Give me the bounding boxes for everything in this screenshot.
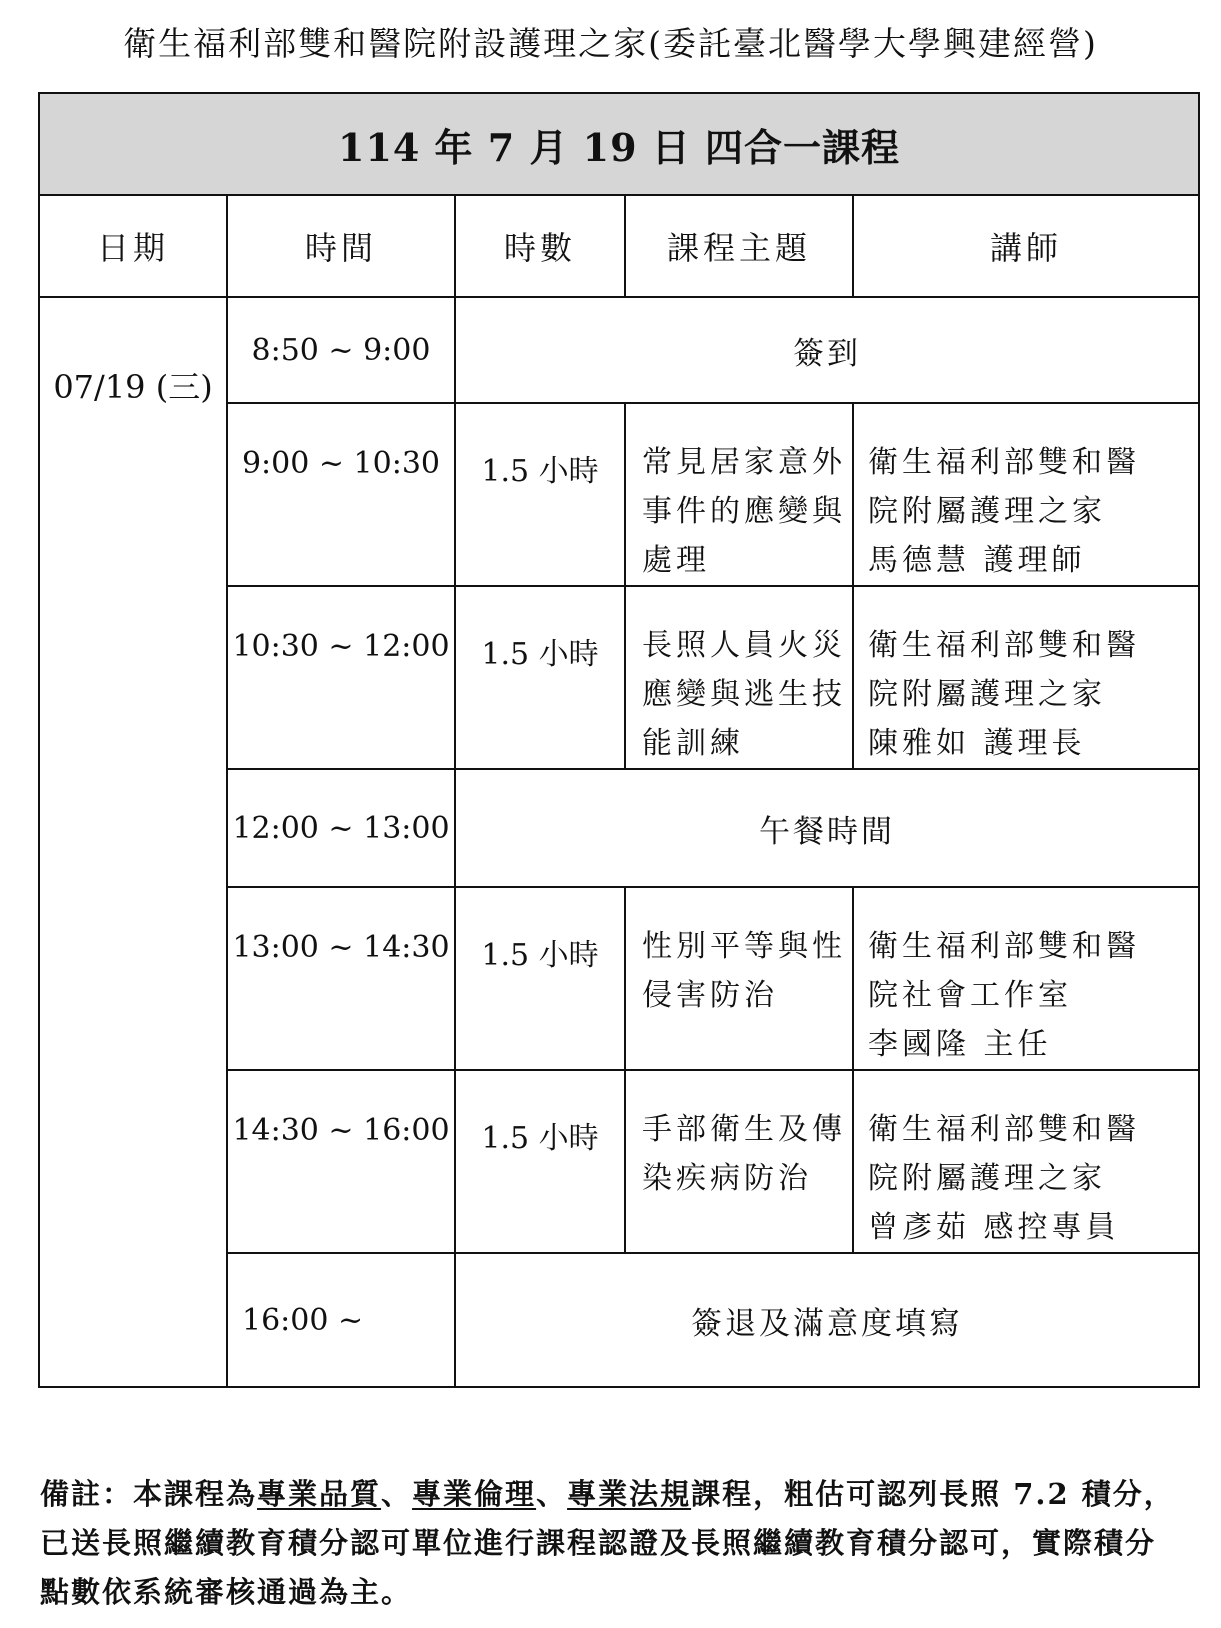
lecturer-line: 衛生福利部雙和醫	[868, 628, 1140, 663]
lecturer-line: 院社會工作室	[868, 978, 1072, 1013]
sign-out-label: 簽退及滿意度填寫	[455, 1253, 1199, 1387]
remarks-note	[40, 1470, 1185, 1617]
note-professional-quality: 專業品質	[257, 1477, 382, 1511]
lecturer-line: 院附屬護理之家	[868, 494, 1106, 529]
lunch-label: 午餐時間	[455, 769, 1199, 887]
organization-title: 衛生福利部雙和醫院附設護理之家(委託臺北醫學大學興建經營)	[123, 24, 1098, 63]
lecturer-line: 馬德慧 護理師	[868, 543, 1086, 578]
lecturer-line: 衛生福利部雙和醫	[868, 445, 1140, 480]
lecturer-cell	[853, 887, 1199, 1070]
lecturer-line: 陳雅如 護理長	[868, 726, 1086, 761]
note-rest: 課程，粗估可認列長照 7.2 積分，已送長照繼續教育積分認可單位進行課程認證及長照繼續教育積分認可，實際積分點數依系統審核通過為主。	[40, 1477, 1175, 1609]
column-header-date: 日期	[39, 195, 227, 297]
note-professional-ethics: 專業倫理	[412, 1477, 537, 1511]
topic-line: 侵害防治	[642, 978, 778, 1013]
time-cell: 8:50 ~ 9:00	[227, 297, 455, 403]
topic-line: 事件的應變與	[642, 494, 846, 529]
topic-line: 常見居家意外	[642, 445, 846, 480]
session-date: 07/19 (三)	[39, 297, 227, 1387]
time-cell: 12:00 ~ 13:00	[227, 769, 455, 887]
topic-cell	[625, 887, 853, 1070]
topic-line: 能訓練	[642, 726, 744, 761]
topic-line: 手部衛生及傳	[642, 1112, 846, 1147]
topic-cell	[625, 1070, 853, 1253]
column-header-hours: 時數	[455, 195, 625, 297]
header-row	[39, 195, 1199, 297]
note-professional-regulations: 專業法規	[567, 1477, 692, 1511]
hours-cell: 1.5 小時	[455, 1070, 625, 1253]
topic-line: 應變與逃生技	[642, 677, 846, 712]
sign-in-label: 簽到	[455, 297, 1199, 403]
topic-line: 處理	[642, 543, 710, 578]
lecturer-cell	[853, 586, 1199, 769]
topic-cell	[625, 403, 853, 586]
table-row	[39, 297, 1199, 403]
note-separator: 、	[381, 1477, 413, 1511]
time-cell: 13:00 ~ 14:30	[227, 887, 455, 1070]
note-prefix: 備註：本課程為	[40, 1477, 258, 1511]
hours-cell: 1.5 小時	[455, 887, 625, 1070]
lecturer-line: 李國隆 主任	[868, 1027, 1052, 1062]
column-header-time: 時間	[227, 195, 455, 297]
note-separator: 、	[536, 1477, 568, 1511]
lecturer-line: 曾彥茹 感控專員	[868, 1210, 1120, 1245]
topic-line: 染疾病防治	[642, 1161, 812, 1196]
column-header-lecturer: 講師	[853, 195, 1199, 297]
hours-cell: 1.5 小時	[455, 403, 625, 586]
time-cell: 14:30 ~ 16:00	[227, 1070, 455, 1253]
lecturer-line: 院附屬護理之家	[868, 677, 1106, 712]
lecturer-cell	[853, 1070, 1199, 1253]
schedule-banner-title: 114 年 7 月 19 日 四合一課程	[39, 93, 1199, 195]
hours-cell: 1.5 小時	[455, 586, 625, 769]
topic-line: 長照人員火災	[642, 628, 846, 663]
lecturer-cell	[853, 403, 1199, 586]
lecturer-line: 衛生福利部雙和醫	[868, 929, 1140, 964]
time-cell: 10:30 ~ 12:00	[227, 586, 455, 769]
topic-line: 性別平等與性	[642, 929, 846, 964]
time-cell: 9:00 ~ 10:30	[227, 403, 455, 586]
topic-cell	[625, 586, 853, 769]
course-schedule-table	[38, 92, 1200, 1388]
time-cell: 16:00 ~	[227, 1253, 455, 1387]
column-header-topic: 課程主題	[625, 195, 853, 297]
lecturer-line: 院附屬護理之家	[868, 1161, 1106, 1196]
lecturer-line: 衛生福利部雙和醫	[868, 1112, 1140, 1147]
